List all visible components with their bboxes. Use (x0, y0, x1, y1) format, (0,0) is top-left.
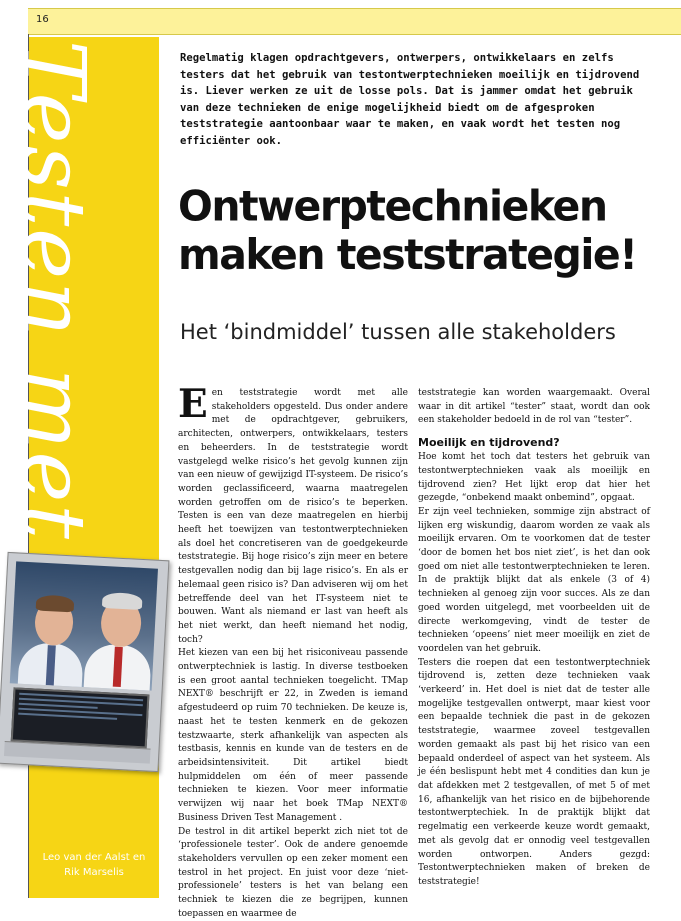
article-subtitle: Het ‘bindmiddel’ tussen alle stakeholders (180, 318, 660, 346)
article-title: Ontwerptechnieken maken teststrategie! (178, 183, 668, 280)
author-photo (0, 552, 169, 772)
paragraph: Testers die roepen dat een testontwerptechniek tijdrovend is, zetten deze technieken vaak ‘verkeerd’ in. Het doel is niet dat de tester alle mogelijke testgevallen ontwerpt, maar kiest voor een bepaalde techniek die past in de gekozen teststrategie, waarmee zoveel testgevallen worden gemaakt als past bij het risico van een bepaald onderdeel of aspect van het systeem. Als je één beslispunt hebt met 4 condities dan kun je dat afdekken met 2 testgevallen, of met 5 of met 16, afhankelijk van het risico en de bijbehorende testontwerptechiek. In de praktijk blijkt dat regelmatig een verkeerde keuze wordt gemaakt, met als gevolg dat er onnodig veel testgevallen worden ontworpen. Anders gezgd: Testontwerptechnieken maken of breken de teststrategie! (418, 657, 650, 890)
author-line: Rik Marselis (30, 865, 158, 880)
paragraph: Het kiezen van een bij het risiconiveau passende ontwerptechniek is lastig. In diverse testboeken is een groot aantal technieken toegelicht. TMap NEXT® beschrijft er 22, in Zweden is iemand afgestudeerd op ruim 70 technieken. De keuze is, naast het te testen kenmerk en de gekozen testzwaarte, sterk afhankelijk van aspecten als testbasis, kennis en kunde van de testers en de arbeidsintensiviteit. Dit artikel biedt hulpmiddelen om één of meer passende technieken te kiezen. Voor meer informatie verwijzen wij naar het boek TMap NEXT® Business Driven Test Management . (178, 647, 408, 825)
paragraph: De testrol in dit artikel beperkt zich niet tot de ‘professionele tester’. Ook de andere genoemde stakeholders vervullen op een zeker moment een testrol in het project. En juist voor deze ‘niet-professionele’ testers is het van belang een techniek te kiezen die ze begrijpen, kunnen toepassen en waarmee de (178, 826, 408, 921)
paragraph: en teststrategie wordt met alle stakeholders opgesteld. Dus onder andere met de opdrachtgever, gebruikers, architecten, ontwerpers, ontwikkelaars, testers en beheerders. In de teststrategie wordt vastgelegd welke risico’s het gevolg kunnen zijn van een nieuw of gewijzigd IT-systeem. De risico’s worden geclassificeerd, waarna maatregelen worden getroffen om de risico’s te beperken. Testen is een van deze maatregelen en hierbij heeft het toewijzen van testontwerptechnieken als doel het concretiseren van de goedgekeurde teststrategie. Bij hoge risico’s zijn meer en betere testgevallen nodig dan bij lage risico’s. En als er helemaal geen risico is? Dan adviseren wij om het betreffende deel van het IT-systeem niet te bouwen. Want als niemand er last van heeft als het niet werkt, dan heeft niemand het nodig, toch? (178, 387, 408, 647)
person-left (17, 582, 87, 691)
article-column-2 (418, 387, 650, 890)
paragraph: Er zijn veel technieken, sommige zijn abstract of lijken erg wiskundig, daarom worden ze vaak als moeilijk ervaren. Om te voorkomen dat de tester ‘door de bomen het bos niet ziet’, is het dan ook goed om niet alle testontwerptechnieken te leren. In de praktijk blijkt dat als enkele (3 of 4) technieken al genoeg zijn voor succes. Als ze dan goed worden uitgelegd, met voorbeelden uit de directe werkomgeving, vindt de tester de technieken ‘opeens’ niet meer moeilijk en ziet de voordelen van het gebruik. (418, 506, 650, 657)
author-credits (30, 850, 158, 880)
drop-cap: E (178, 388, 208, 420)
page-number: 16 (36, 14, 49, 25)
section-heading: Moeilijk en tijdrovend? (418, 436, 650, 450)
person-right (83, 579, 155, 690)
paragraph: teststrategie kan worden waargemaakt. Overal waar in dit artikel “tester” staat, wordt dan ook een stakeholder bedoeld in de rol van “tester”. (418, 387, 650, 428)
laptop-screen (11, 687, 150, 748)
paragraph: Hoe komt het toch dat testers het gebruik van testontwerptechnieken vaak als moeilijk en tijdrovend zien? Het lijkt erop dat hier het gezegde, “onbekend maakt onbemind”, opgaat. (418, 451, 650, 506)
sidebar-vertical-title: Testen met (8, 40, 98, 560)
author-line: Leo van der Aalst en (30, 850, 158, 865)
page-header-bar (28, 8, 681, 35)
article-column-1 (178, 387, 408, 921)
intro-paragraph: Regelmatig klagen opdrachtgevers, ontwerpers, ontwikkelaars en zelfs testers dat het gebruik van testontwerptechnieken moeilijk en tijdrovend is. Liever werken ze uit de losse pols. Dat is jammer omdat het gebruik van deze technieken de enige mogelijkheid biedt om de afgesproken teststrategie aantoonbaar waar te maken, en vaak wordt het testen nog efficiënter ook. (180, 50, 650, 150)
photo-background (10, 561, 158, 690)
